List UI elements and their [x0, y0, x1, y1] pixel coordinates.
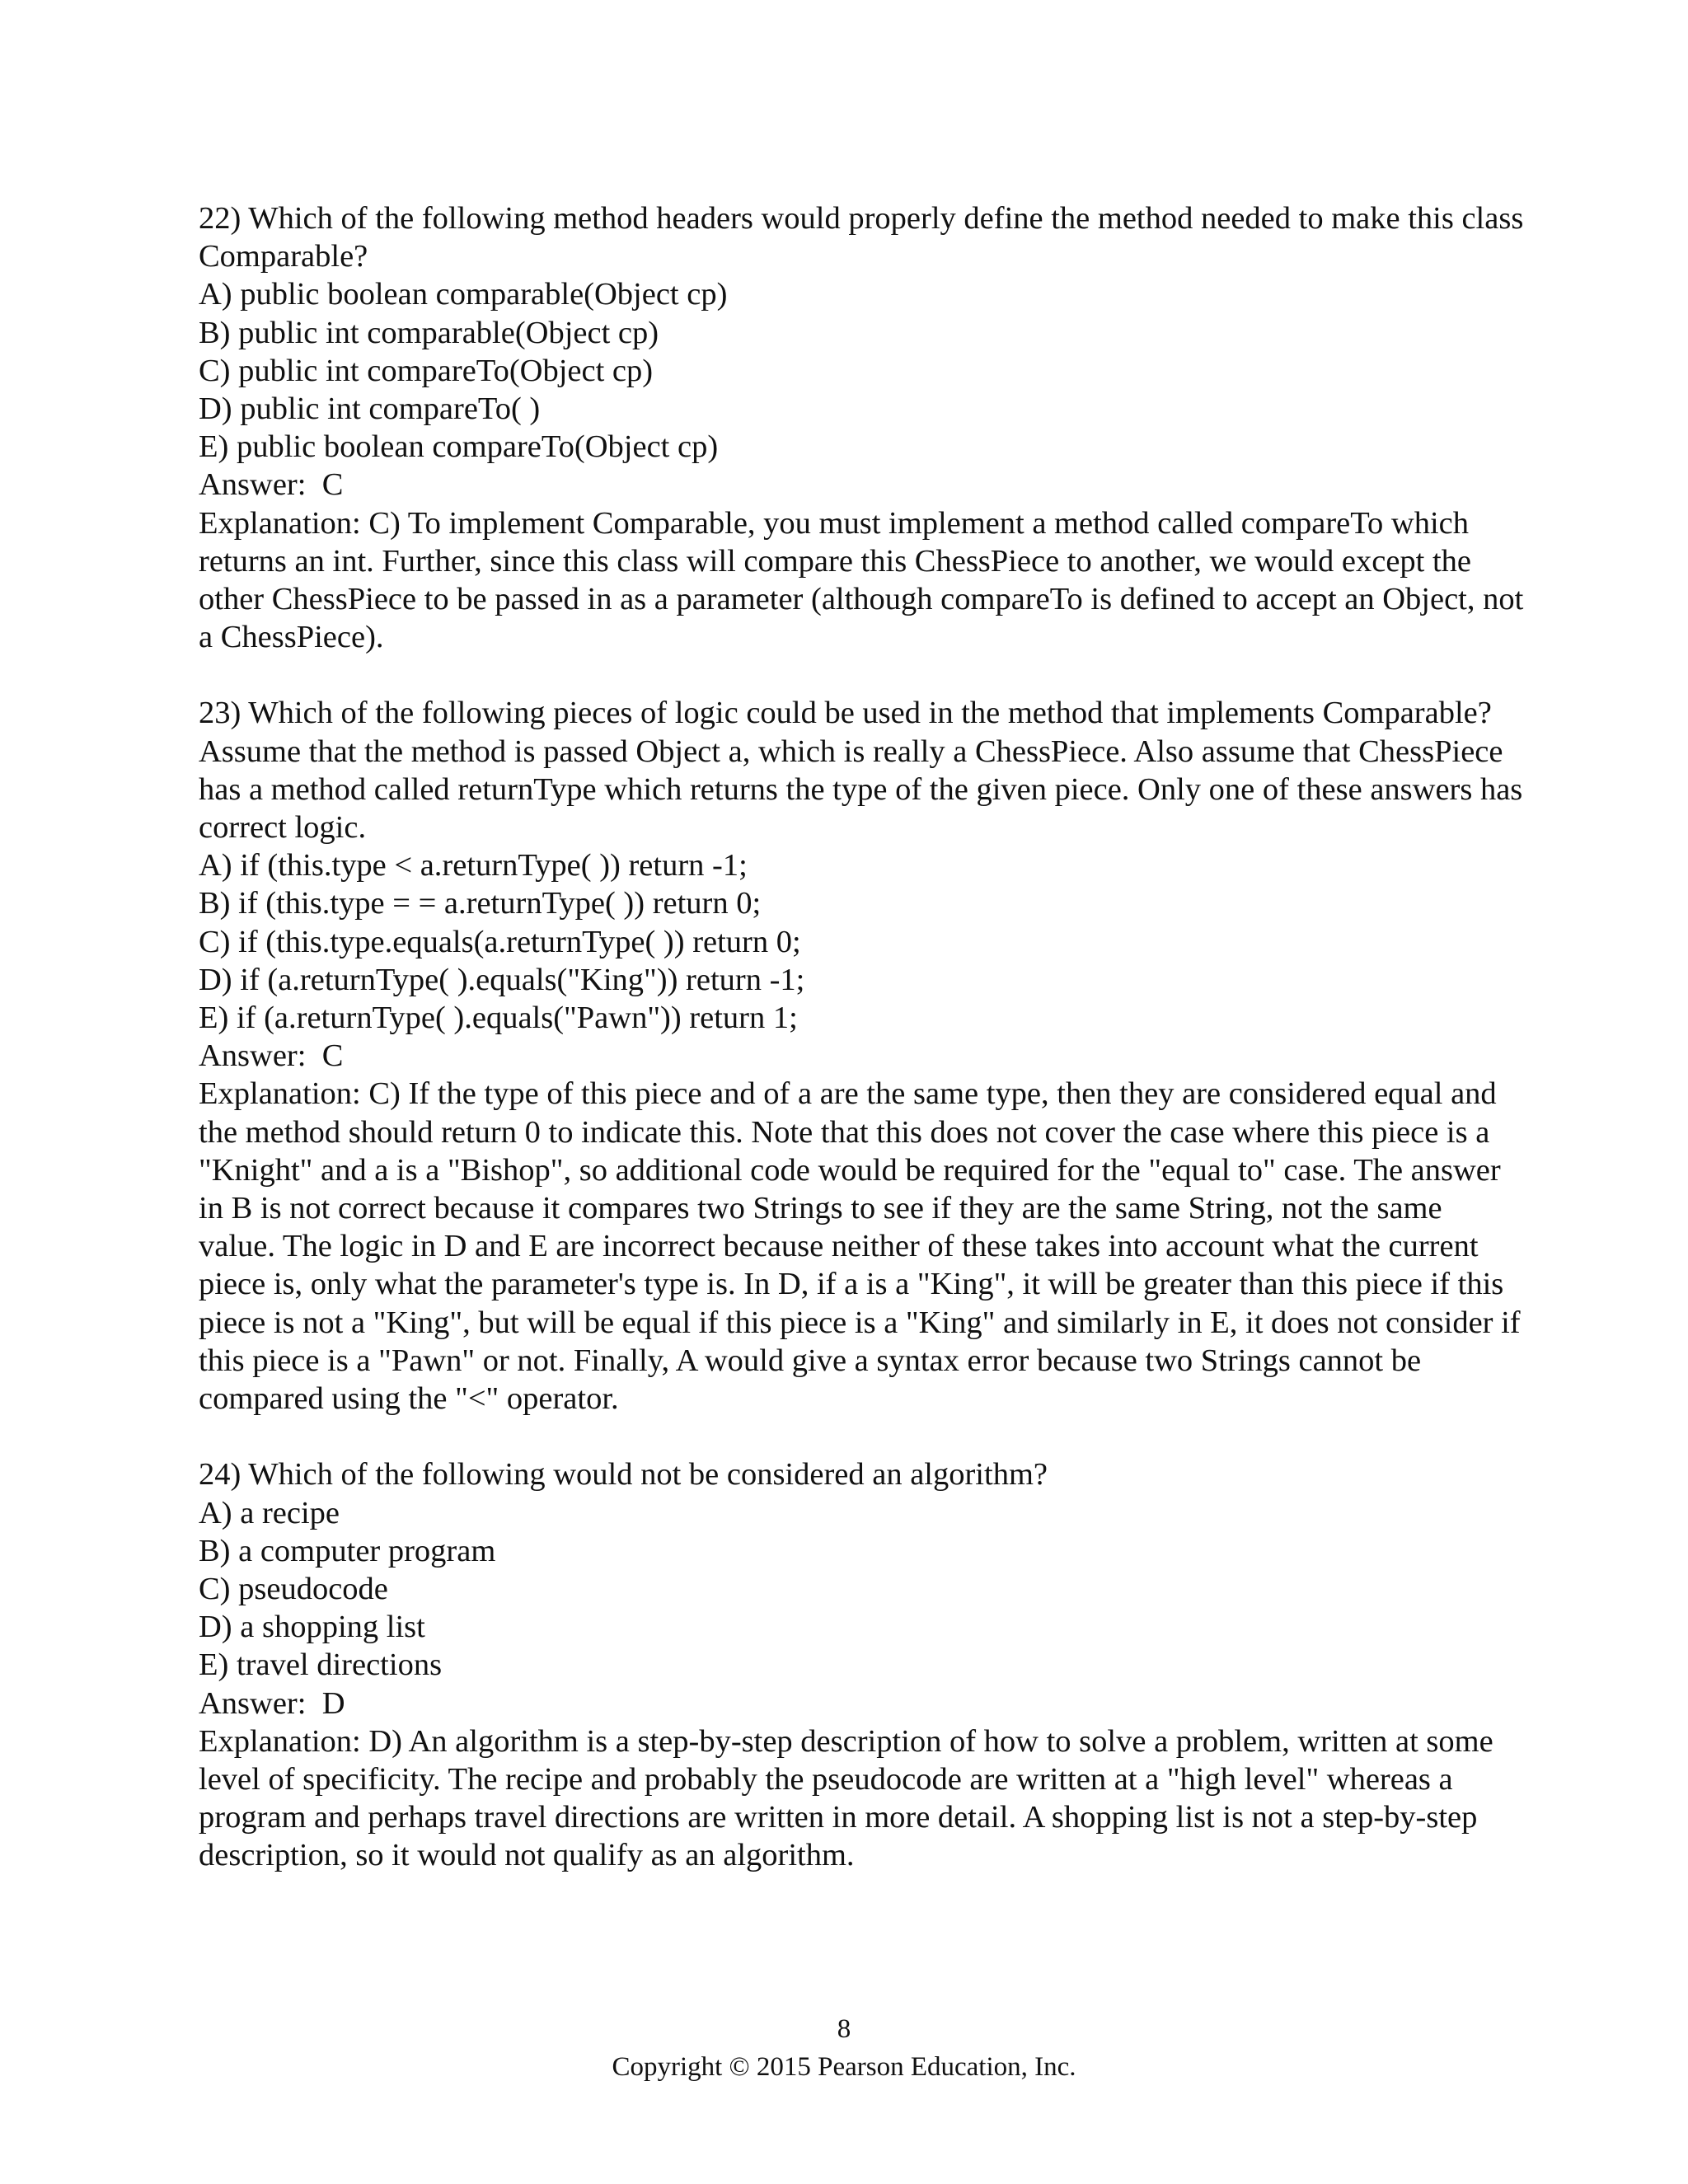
copyright-notice: Copyright © 2015 Pearson Education, Inc.: [612, 2052, 1076, 2082]
option-b: B) if (this.type = = a.returnType( )) return 0;: [199, 886, 762, 921]
option-d: D) a shopping list: [199, 1610, 425, 1645]
option-d: D) if (a.returnType( ).equals("King")) return -1;: [199, 962, 805, 997]
option-c: C) pseudocode: [199, 1571, 388, 1606]
question-stem: 23) Which of the following pieces of logic could be used in the method that implements Comparable? Assume that the method is passed Object a, which is really a ChessPiece. Also assume that ChessPiece has a method called returnType which returns the type of the given piece. Only one of these answers has correct logic.: [199, 696, 1523, 846]
option-b: B) a computer program: [199, 1533, 496, 1568]
page-content: [199, 199, 1526, 1875]
option-a: A) if (this.type < a.returnType( )) return -1;: [199, 848, 748, 883]
option-a: A) public boolean comparable(Object cp): [199, 277, 728, 312]
question-23: [199, 694, 1526, 1418]
option-e: E) travel directions: [199, 1647, 443, 1683]
option-d: D) public int compareTo( ): [199, 391, 541, 427]
option-a: A) a recipe: [199, 1495, 340, 1530]
explanation: Explanation: D) An algorithm is a step-by-step description of how to solve a problem, written at some level of specificity. The recipe and probably the pseudocode are written at a "high level" whereas a program and perhaps travel directions are written in more detail. A shopping list is not a step-by-step description, so it would not qualify as an algorithm.: [199, 1723, 1493, 1873]
page-number: 8: [837, 2014, 851, 2044]
option-e: E) public boolean compareTo(Object cp): [199, 429, 719, 465]
question-24: [199, 1455, 1526, 1874]
answer: Answer: C: [199, 467, 344, 503]
question-stem: 22) Which of the following method headers would properly define the method needed to make this class Comparable?: [199, 201, 1524, 274]
option-c: C) public int compareTo(Object cp): [199, 353, 654, 388]
option-b: B) public int comparable(Object cp): [199, 315, 659, 350]
question-22: [199, 199, 1526, 656]
option-e: E) if (a.returnType( ).equals("Pawn")) return 1;: [199, 1001, 798, 1036]
question-stem: 24) Which of the following would not be considered an algorithm?: [199, 1457, 1048, 1493]
answer: Answer: C: [199, 1038, 344, 1074]
option-c: C) if (this.type.equals(a.returnType( )) return 0;: [199, 924, 801, 959]
answer: Answer: D: [199, 1685, 345, 1721]
explanation: Explanation: C) To implement Comparable, you must implement a method called compareTo which returns an int. Further, since this class will compare this ChessPiece to another, we would except the other ChessPiece to be passed in as a parameter (although compareTo is defined to accept an Object, not a ChessPiece).: [199, 505, 1524, 655]
explanation: Explanation: C) If the type of this piece and of a are the same type, then they are considered equal and the method should return 0 to indicate this. Note that this does not cover the case where this piece is a "Knight" and a is a "Bishop", so additional code would be required for the "equal to" case. The answer in B is not correct because it compares two Strings to see if they are the same String, not the same value. The logic in D and E are incorrect because neither of these takes into account what the current piece is, only what the parameter's type is. In D, if a is a "King", it will be greater than this piece if this piece is not a "King", but will be equal if this piece is a "King" and similarly in E, it does not consider if this piece is a "Pawn" or not. Finally, A would give a syntax error because two Strings cannot be compared using the "<" operator.: [199, 1076, 1521, 1417]
